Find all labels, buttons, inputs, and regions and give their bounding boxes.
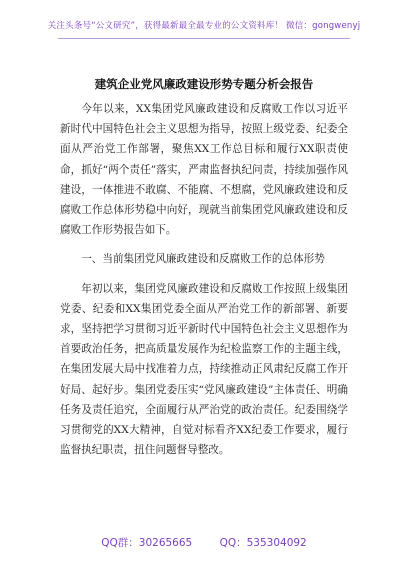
footer-qq: QQ：535304092	[219, 537, 307, 549]
section-heading: 一、当前集团党风廉政建设和反腐败工作的总体形势	[81, 253, 325, 266]
document-title: 建筑企业党风廉政建设形势专题分析会报告	[94, 77, 314, 91]
paragraph-situation: 年初以来，集团党风廉政建设和反腐败工作按照上级集团党委、纪委和XX集团党委全面从严治党工作的新部署、新要求，坚持把学习贯彻习近平新时代中国特色社会主义思想作为首要政治任务，把高质量发展作为纪检监察工作的主题主线，在集团发展大局中找准着力点，持续推动正风肃纪反腐工作开好局、起好步。集团党委压实“党风廉政建设”主体责任、明确任务及责任追究，全面履行从严治党的政治责任。纪委围绕学习贯彻党的XX大精神，自觉对标看齐XX纪委工作要求，履行监督执纪职责，扭住问题督导整改。	[60, 282, 348, 457]
page-header: 关注头条号“公文研究”，获得最新最全最专业的公文资料库！ 微信：gongwenyj	[47, 21, 361, 31]
document-body	[60, 99, 348, 460]
page-footer	[0, 535, 408, 550]
header-divider	[58, 38, 350, 39]
paragraph-intro: 今年以来，XX集团党风廉政建设和反腐败工作以习近平新时代中国特色社会主义思想为指导，按照上级党委、纪委全面从严治党工作部署，聚焦XX工作总目标和履行XX职责使命，抓好“两个责任”落实，严肃监督执纪问责，持续加强作风建设，一体推进不敢腐、不能腐、不想腐，党风廉政建设和反腐败工作总体形势稳中向好，现就当前集团党风廉政建设和反腐败工作形势报告如下。	[60, 103, 348, 237]
footer-qq-group: QQ群：30265665	[101, 537, 193, 549]
